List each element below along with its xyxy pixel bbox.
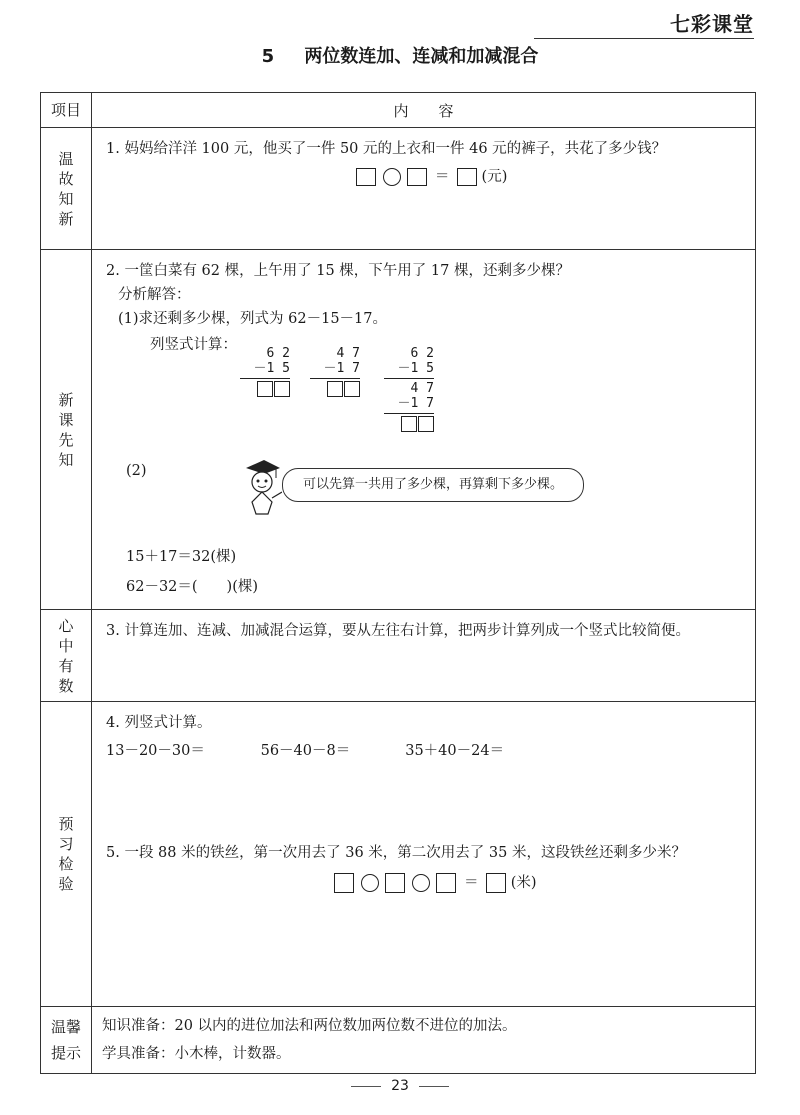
section-check [92, 702, 756, 1007]
question-4-items [106, 740, 741, 762]
question-4: 4. 列竖式计算。 [106, 715, 212, 731]
answer-box[interactable] [418, 416, 434, 432]
question-5: 5. 一段 88 米的铁丝，第一次用去了 36 米，第二次用去了 35 米，这段铁丝还剩多少米？ [106, 845, 686, 861]
question-3: 3. 计算连加、连减、加减混合运算，要从左往右计算，把两步计算列成一个竖式比较简便。 [106, 623, 690, 639]
section-label-new: 新课先知 [41, 250, 92, 610]
lesson-title: 两位数连加、连减和加减混合 [304, 46, 539, 67]
vertical-calc-c: 6 2 －1 5 4 7 －1 7 [384, 346, 434, 432]
vertical-calc-a: 6 2 －1 5 [240, 346, 290, 397]
unit-label: (元) [481, 169, 508, 185]
header-item: 项目 [41, 93, 92, 128]
equation-2: 62－32＝( )(棵) [126, 579, 259, 595]
worksheet-table [40, 92, 756, 1074]
calc-item: 35＋40－24＝ [405, 743, 505, 759]
answer-template-5: ＝ (米) [106, 872, 741, 894]
answer-box[interactable] [344, 381, 360, 397]
calc-item: 13－20－30＝ [106, 743, 205, 759]
section-tips [92, 1007, 756, 1074]
header-rule [534, 38, 754, 39]
answer-box[interactable] [327, 381, 343, 397]
page-footer [0, 1078, 800, 1094]
unit-label: (米) [510, 875, 537, 891]
step-1: (1)求还剩多少棵，列式为 62－15－17。 [118, 311, 387, 327]
page-title [0, 42, 800, 68]
answer-box[interactable] [436, 873, 456, 893]
question-1: 1. 妈妈给洋洋 100 元，他买了一件 50 元的上衣和一件 46 元的裤子，共花了多少钱？ [106, 141, 667, 157]
answer-box[interactable] [457, 168, 477, 186]
calc-item: 56－40－8＝ [260, 743, 351, 759]
answer-box[interactable] [334, 873, 354, 893]
answer-box[interactable] [257, 381, 273, 397]
operator-circle[interactable] [383, 168, 401, 186]
section-review [92, 128, 756, 250]
step-2: (2) [126, 463, 147, 479]
tip-1: 知识准备：20 以内的进位加法和两位数加两位数不进位的加法。 [102, 1018, 517, 1034]
vertical-calc-b: 4 7 －1 7 [310, 346, 360, 397]
section-label-review: 温故知新 [41, 128, 92, 250]
analysis-label: 分析解答： [118, 287, 191, 303]
section-label-tips: 温馨提示 [41, 1007, 92, 1074]
question-2: 2. 一筐白菜有 62 棵，上午用了 15 棵，下午用了 17 棵，还剩多少棵？ [106, 263, 570, 279]
section-label-mind: 心中有数 [41, 610, 92, 702]
equation-1: 15＋17＝32(棵) [126, 549, 237, 565]
section-mind [92, 610, 756, 702]
answer-box[interactable] [407, 168, 427, 186]
answer-template-1: ＝ (元) [106, 166, 741, 188]
lesson-number: 5 [261, 46, 275, 67]
answer-box[interactable] [274, 381, 290, 397]
answer-box[interactable] [385, 873, 405, 893]
answer-box[interactable] [486, 873, 506, 893]
operator-circle[interactable] [412, 874, 430, 892]
cartoon-girl-icon [242, 458, 282, 518]
brand-logo: 七彩课堂 [670, 12, 754, 36]
operator-circle[interactable] [361, 874, 379, 892]
answer-box[interactable] [401, 416, 417, 432]
answer-box[interactable] [356, 168, 376, 186]
tip-2: 学具准备：小木棒，计数器。 [102, 1046, 291, 1062]
section-label-check: 预习检验 [41, 702, 92, 1007]
vertical-calc-label: 列竖式计算： [150, 337, 237, 353]
section-new [92, 250, 756, 610]
page-number: 23 [391, 1078, 409, 1094]
header-content: 内 容 [92, 93, 756, 128]
speech-bubble: 可以先算一共用了多少棵，再算剩下多少棵。 [282, 468, 584, 502]
